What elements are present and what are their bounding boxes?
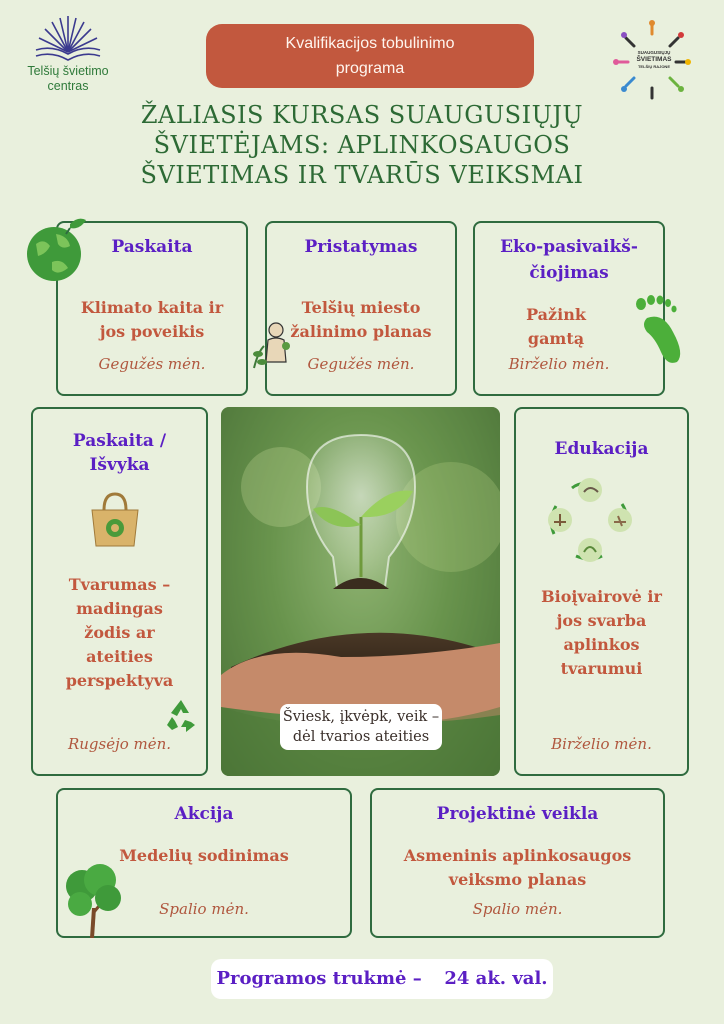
adult-education-logo [612, 20, 692, 100]
activity-type-line2: Išvyka [89, 455, 150, 475]
activity-topic-line3: aplinkos [563, 635, 640, 654]
duration-value: 24 ak. val. [444, 968, 548, 989]
telsiai-education-center-logo [18, 12, 118, 98]
activity-type-line2: čiojimas [529, 263, 609, 283]
tree-icon [60, 860, 126, 938]
activity-type-line1: Eko-pasivaikš- [500, 237, 638, 257]
activity-month: Spalio mėn. [472, 900, 563, 918]
partner-logo-line3: TELŠIŲ RAJONE [637, 64, 670, 69]
activity-topic-line1: Bioįvairovė ir [541, 587, 662, 606]
activity-type: Paskaita [111, 237, 193, 257]
activity-type: Edukacija [554, 439, 649, 459]
program-duration [211, 959, 553, 999]
activity-type: Pristatymas [304, 237, 418, 257]
activity-topic-line1: Tvarumas – [68, 575, 171, 594]
eco-bag-icon [84, 490, 146, 550]
banner-line2: programa [335, 60, 405, 77]
title-line2: ŠVIETĖJAMS: APLINKOSAUGOS [153, 131, 571, 159]
plant-figure-icon [248, 318, 298, 374]
globe-icon [26, 214, 88, 284]
banner-line1: Kvalifikacijos tobulinimo [285, 35, 455, 52]
partner-logo-line2: ŠVIETIMAS [636, 56, 672, 63]
activity-topic-line1: Pažink [526, 305, 586, 324]
logo-text-line1: Telšių švietimo [27, 64, 109, 78]
activity-month: Spalio mėn. [159, 900, 249, 918]
activity-month: Birželio mėn. [551, 735, 652, 753]
activity-topic-line2: jos poveikis [99, 322, 205, 341]
book-rays-icon [33, 12, 103, 64]
activity-topic-line2: veiksmo planas [448, 870, 587, 889]
program-banner [206, 24, 534, 88]
activity-topic-line1: Medelių sodinimas [119, 846, 289, 865]
activity-month: Gegužės mėn. [307, 355, 415, 373]
duration-label: Programos trukmė – [216, 968, 422, 989]
activity-topic-line4: ateities [86, 647, 153, 666]
activity-topic-line2: žalinimo planas [290, 322, 432, 341]
activity-topic-line2: madingas [76, 599, 163, 618]
title-line3: ŠVIETIMAS IR TVARŪS VEIKSMAI [140, 161, 584, 189]
partner-logo-line1: SUAUGUSIŲJŲ [637, 50, 671, 55]
activity-type-line1: Paskaita / [72, 431, 167, 451]
activity-topic-line5: perspektyva [65, 671, 174, 690]
activity-topic-line1: Asmeninis aplinkosaugos [403, 846, 632, 865]
activity-month: Rugsėjo mėn. [67, 735, 172, 753]
biodiversity-cycle-icon [542, 474, 638, 566]
photo-caption [280, 704, 442, 750]
activity-topic-line1: Telšių miesto [301, 298, 421, 317]
footprint-icon [633, 294, 689, 366]
recycle-icon [162, 697, 200, 735]
activity-month: Birželio mėn. [508, 355, 610, 373]
activity-topic-line1: Klimato kaita ir [80, 298, 224, 317]
caption-line2: dėl tvarios ateities [292, 729, 430, 745]
activity-month: Gegužės mėn. [98, 355, 206, 373]
activity-topic-line4: tvarumui [560, 659, 643, 678]
activity-topic-line3: žodis ar [84, 623, 155, 642]
activity-topic-line2: gamtą [527, 329, 585, 348]
activity-type: Projektinė veikla [436, 804, 599, 824]
logo-text-line2: centras [47, 79, 89, 93]
activity-topic-line2: jos svarba [556, 611, 647, 630]
activity-card-education [514, 407, 689, 776]
title-line1: ŽALIASIS KURSAS SUAUGUSIŲJŲ [140, 101, 584, 129]
activity-type: Akcija [174, 804, 234, 824]
caption-line1: Šviesk, įkvėpk, veik – [282, 709, 440, 725]
page-title [62, 100, 662, 190]
activity-card-project [370, 788, 665, 938]
